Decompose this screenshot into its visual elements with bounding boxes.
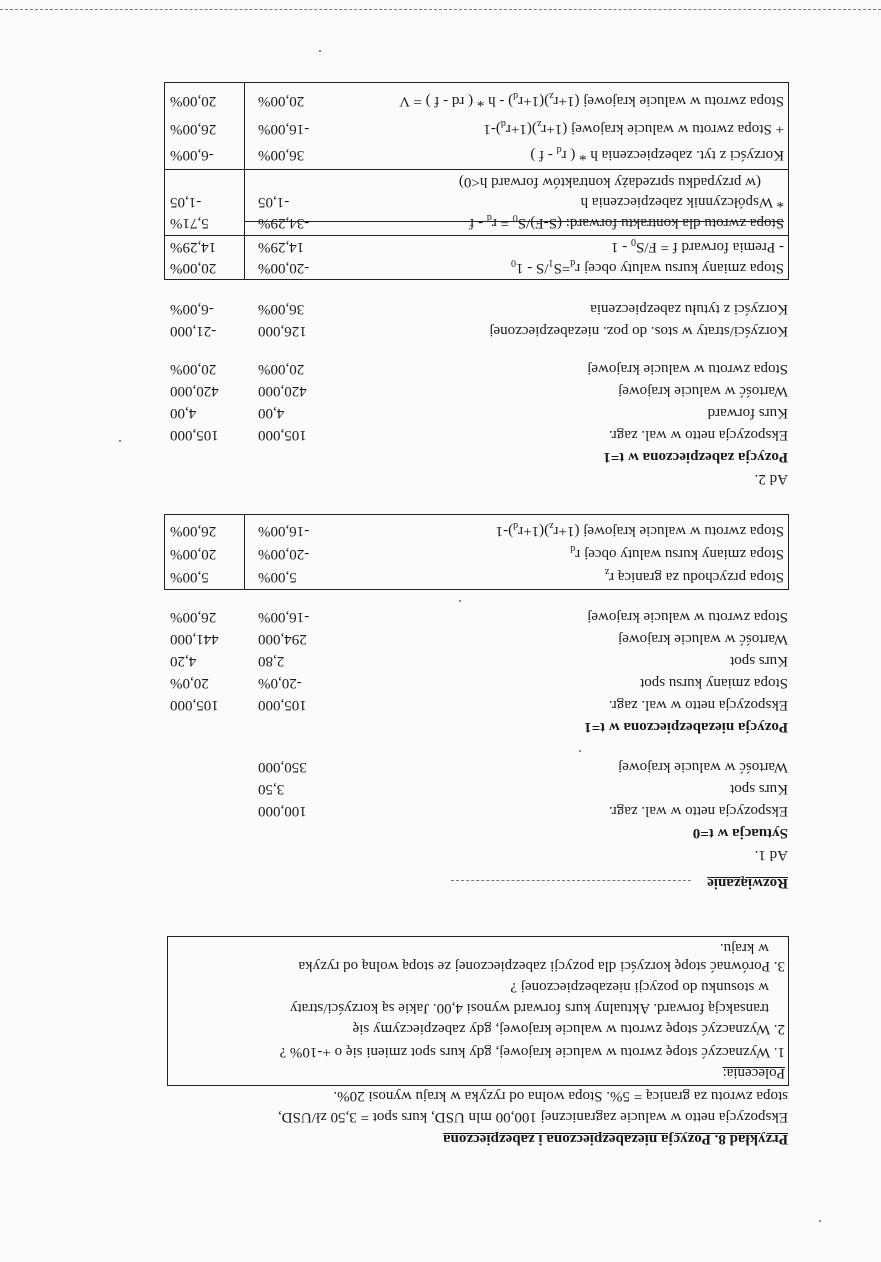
ad1-box-r3-v2: 26,00%	[170, 523, 217, 539]
h-exposure-label: Ekspozycja netto w wal. zagr.	[608, 427, 788, 443]
t1-return-v1: -16,00%	[258, 609, 310, 625]
h-forward-v1: 4,00	[258, 405, 285, 421]
t1-value-label: Wartość w walucie krajowej	[618, 631, 788, 647]
unhedged-t1-label: Pozycja niezabezpieczona w t=1	[584, 719, 788, 735]
ad2-box-r4-v1: -1,05	[258, 194, 290, 210]
ad2-box-r8-v1: 20,00%	[258, 93, 305, 109]
scan-speck	[319, 50, 321, 52]
t0-value-label: Wartość w walucie krajowej	[618, 759, 788, 775]
scan-speck	[119, 440, 121, 442]
t0-spot-value: 3,50	[258, 781, 285, 797]
ad2-box-r3-v1: -34,29%	[258, 215, 310, 231]
hedged-t1-label: Pozycja zabezpieczona w t=1	[603, 449, 788, 465]
ad2-box-r4-label: * Współczynnik zabezpieczenia h	[580, 194, 784, 210]
ad2-box-r2-v2: 14,29%	[170, 239, 217, 255]
t1-exposure-label: Ekspozycja netto w wal. zagr.	[608, 697, 788, 713]
h-value-label: Wartość w walucie krajowej	[618, 383, 788, 399]
h-forward-label: Kurs forward	[707, 405, 788, 421]
t1-spot-v1: 2,80	[258, 653, 285, 669]
scan-speck	[579, 750, 581, 752]
ad2-box-r5-label: (w przypadku sprzedaży kontraktów forward h<0)	[458, 174, 761, 190]
ad2-box-r1-v1: -20,00%	[258, 260, 310, 276]
scan-speck	[459, 600, 461, 602]
scan-edge-line	[0, 9, 881, 10]
h-hedge-gain-label: Korzyści z tytułu zabezpieczenia	[590, 301, 788, 317]
t0-exposure-value: 100,000	[258, 803, 307, 819]
ad2-box-r6-v2: -6,00%	[170, 147, 214, 163]
example-title: Przykład 8. Pozycja niezabezpieczona i zabezpieczona	[443, 1131, 788, 1147]
t1-return-label: Stopa zwrotu w walucie krajowej	[587, 609, 788, 625]
h-forward-v2: 4,00	[170, 405, 197, 421]
task-3-line-b: w kraju.	[719, 940, 769, 956]
problem-line-1: Ekspozycja netto w walucie zagranicznej 100,00 mln USD, kurs spot = 3,50 zł/USD,	[277, 1109, 788, 1125]
problem-line-2: stopa zwrotu za granicą = 5%. Stopa wolna od ryzyka w kraju wynosi 20%.	[333, 1088, 788, 1104]
t1-exposure-v1: 105,000	[258, 697, 307, 713]
task-2-line-a: 2. Wyznaczyć stopę zwrotu w walucie krajowej, gdy zabezpieczymy się	[352, 1021, 785, 1037]
ad1-box-r2-v2: 20,00%	[170, 546, 217, 562]
task-2-line-b: transakcją forward. Aktualny kurs forward wynosi 4,00. Jakie są korzyści/straty	[289, 1000, 769, 1016]
t1-spot-label: Kurs spot	[730, 653, 788, 669]
t0-value-value: 350,000	[258, 759, 307, 775]
ad2-box-r4-v2: -1,05	[170, 194, 202, 210]
h-gain-label: Korzyści/straty w stos. do poz. niezabezpieczonej	[489, 323, 788, 339]
t1-value-v2: 441,000	[170, 631, 219, 647]
h-hedge-gain-v2: -6,00%	[170, 301, 214, 317]
h-value-v1: 420,000	[258, 383, 307, 399]
ad2-box-r7-v2: 26,00%	[170, 121, 217, 137]
ad1-box-r2-label: Stopa zmiany kursu waluty obcej $r_d$	[570, 543, 784, 562]
h-value-v2: 420,000	[170, 383, 219, 399]
solution-label: Rozwiązanie	[707, 875, 788, 891]
task-1: 1. Wyznaczyć stopę zwrotu w walucie krajowej, gdy kurs spot zmieni się o +-10% ?	[279, 1044, 785, 1060]
ad2-label: Ad 2.	[754, 471, 788, 487]
ad2-box-r7-v1: -16,00%	[258, 121, 310, 137]
ad1-box-r3-label: Stopa zwrotu w walucie krajowej $(1+r_z)(1+r_d)-1$	[495, 520, 784, 539]
t0-exposure-label: Ekspozycja netto w wal. zagr.	[608, 803, 788, 819]
situation-t0-label: Sytuacja w t=0	[692, 825, 788, 841]
scan-artifact-line	[451, 880, 691, 881]
t1-spot-change-v1: -20,0%	[258, 675, 302, 691]
ad1-box-r3-v1: -16,00%	[258, 523, 310, 539]
h-return-v2: 20,00%	[170, 361, 217, 377]
task-3-line-a: 3. Porównać stopę korzyści dla pozycji zabezpieczonej ze stopą wolną od ryzyka	[298, 958, 785, 974]
ad2-box-r7-label: + Stopa zwrotu w walucie krajowej $(1+r_z)(1+r_d)-1$	[483, 118, 784, 137]
scan-speck	[819, 1220, 821, 1222]
t1-exposure-v2: 105,000	[170, 697, 219, 713]
ad2-box-r2-label: - Premia forward $f = F/S_0 - 1$	[610, 236, 784, 255]
h-gain-v2: -21,000	[170, 323, 217, 339]
ad2-box-r3-label: Stopa zwrotu dla kontraktu forward: $(S-F)/S_0 = r_d - f$	[469, 212, 784, 231]
ad1-box-r1-label: Stopa przychodu za granicą $r_z$	[604, 566, 784, 585]
h-exposure-v2: 105,000	[170, 427, 219, 443]
t1-spot-change-label: Stopa zmiany kursu spot	[640, 675, 788, 691]
ad1-box-r1-v2: 5,00%	[170, 569, 209, 585]
t1-return-v2: 26,00%	[170, 609, 217, 625]
ad1-label: Ad 1.	[754, 847, 788, 863]
ad2-box-r6-v1: 36,00%	[258, 147, 305, 163]
ad2-box-r1-label: Stopa zmiany kursu waluty obcej $r_d=S_1/S - 1_0$	[510, 257, 784, 276]
ad2-box-r2-v1: 14,29%	[258, 239, 305, 255]
t0-spot-label: Kurs spot	[730, 781, 788, 797]
h-return-label: Stopa zwrotu w walucie krajowej	[587, 361, 788, 377]
h-return-v1: 20,00%	[258, 361, 305, 377]
ad2-box-r6-label: Korzyści z tyt. zabezpieczenia h * ( $r_d$ - f )	[530, 144, 784, 163]
commands-label: Polecenia:	[722, 1065, 785, 1081]
ad1-box-r1-v1: 5,00%	[258, 569, 297, 585]
ad2-box-r3-v2: 5,71%	[170, 215, 209, 231]
h-exposure-v1: 105,000	[258, 427, 307, 443]
ad2-box-rule-2	[165, 169, 789, 170]
h-gain-v1: 126,000	[258, 323, 307, 339]
t1-spot-change-v2: 20,0%	[170, 675, 209, 691]
h-hedge-gain-v1: 36,00%	[258, 301, 305, 317]
t1-spot-v2: 4,20	[170, 653, 197, 669]
t1-value-v1: 294,000	[258, 631, 307, 647]
ad1-box-r2-v1: -20,00%	[258, 546, 310, 562]
task-2-line-c: w stosunku do pozycji niezabezpieczonej ?	[510, 979, 769, 995]
ad2-box-r8-v2: 20,00%	[170, 93, 217, 109]
ad2-box-r1-v2: 20,00%	[170, 260, 217, 276]
ad2-box-r8-label: Stopa zwrotu w walucie krajowej $(1+r_z)(1+r_d) - h$ * ( rd - f ) = V	[399, 90, 784, 109]
